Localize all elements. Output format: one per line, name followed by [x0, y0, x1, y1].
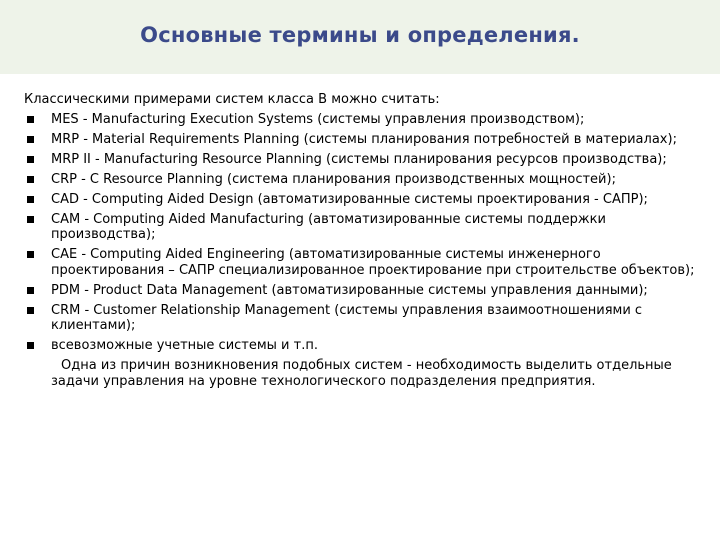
square-bullet-icon [27, 116, 34, 123]
list-item-text: PDM - Product Data Management (автоматизированные системы управления данными); [51, 282, 648, 298]
slide-title: Основные термины и определения. [140, 23, 580, 47]
list-item-text: CRP - C Resource Planning (система планирования производственных мощностей); [51, 171, 616, 187]
list-item-text: MES - Manufacturing Execution Systems (системы управления производством); [51, 111, 585, 127]
title-band [0, 0, 720, 74]
square-bullet-icon [27, 196, 34, 203]
list-item-text: MRP II - Manufacturing Resource Planning (системы планирования ресурсов производства); [51, 151, 667, 167]
list-item [24, 247, 700, 278]
list-item [24, 132, 700, 148]
square-bullet-icon [27, 136, 34, 143]
square-bullet-icon [27, 251, 34, 258]
list-item-text: всевозможные учетные системы и т.п. [51, 338, 318, 353]
list-item-text: CAE - Computing Aided Engineering (автоматизированные системы инженерного проектирования – САПР специализированное проектирование при строительстве объектов); [51, 247, 695, 278]
list-item-text: MRP - Material Requirements Planning (системы планирования потребностей в материалах); [51, 131, 677, 147]
slide-body [24, 92, 700, 389]
list-item [24, 338, 700, 354]
square-bullet-icon [27, 307, 34, 314]
list-item-text: CAM - Computing Aided Manufacturing (автоматизированные системы поддержки производства); [51, 211, 606, 242]
intro-text: Классическими примерами систем класса В можно считать: [24, 92, 440, 107]
list-item [24, 283, 700, 299]
term-list [24, 112, 700, 354]
list-item-text: CAD - Computing Aided Design (автоматизированные системы проектирования - САПР); [51, 191, 648, 207]
square-bullet-icon [27, 287, 34, 294]
list-item [24, 212, 700, 243]
list-item-text: CRM - Customer Relationship Management (системы управления взаимоотношениями с клиентами); [51, 302, 643, 333]
list-item [24, 303, 700, 334]
list-item [24, 192, 700, 208]
list-item [24, 112, 700, 128]
square-bullet-icon [27, 342, 34, 349]
list-item [24, 172, 700, 188]
square-bullet-icon [27, 176, 34, 183]
closing-paragraph: Одна из причин возникновения подобных систем - необходимость выделить отдельные задачи управления на уровне технологического подразделения предприятия. [51, 358, 672, 389]
square-bullet-icon [27, 156, 34, 163]
list-item [24, 152, 700, 168]
square-bullet-icon [27, 216, 34, 223]
